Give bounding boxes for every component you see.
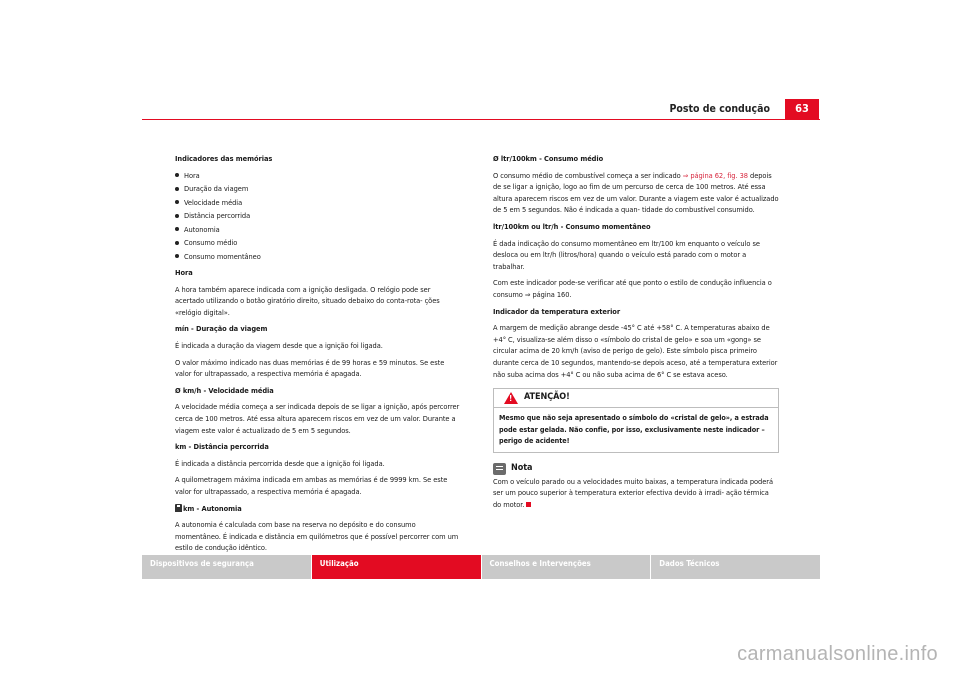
note-title: Nota [511,463,533,474]
tab-operation[interactable]: Utilização [312,555,481,579]
distance-heading: km - Distância percorrida [175,442,269,452]
avg-speed-heading: Ø km/h - Velocidade média [175,385,274,395]
list-item: Velocidade média [175,197,461,209]
list-item: Consumo médio [175,237,461,249]
autonomy-text: A autonomia é calculada com base na reserva no depósito e do consumo momentâneo. É indicada e distância em quilómetros que é possível percorrer com um estilo de condução idêntico. [175,520,459,553]
warning-box [493,388,779,453]
duration-heading: mín - Duração da viagem [175,324,268,334]
note-text [493,476,779,511]
memory-indicators-heading: Indicadores das memórias [175,154,273,163]
list-item: Autonomia [175,224,461,236]
figure-reference-link[interactable]: ⇒ página 62, fig. 38 [682,170,748,180]
note-header [493,463,779,475]
autonomy-heading-label: km - Autonomia [183,503,242,513]
duration-text-2: O valor máximo indicado nas duas memórias é de 99 horas e 59 minutos. Se este valor for ultrapassado, a respectiva memória é apagada. [175,357,445,379]
warning-title: ATENÇÃO! [524,392,570,403]
warning-header [494,389,778,408]
end-of-section-icon [526,502,531,507]
note-text-body: Com o veículo parado ou a velocidades muito baixas, a temperatura indicada poderá ser um pouco superior à temperatura exterior efectiva devido à irradi- ação térmica do motor. [493,476,773,510]
left-column [175,153,461,559]
watermark: carmanualsonline.info [737,643,938,665]
list-item: Consumo momentâneo [175,251,461,263]
avg-speed-text: A velocidade média começa a ser indicada depois de se ligar a ignição, após percorrer cerca de 100 metros. Até essa altura aparecem riscos em vez de um valor. Durante a viagem este valor é actualizado de 5 em 5 segundos. [175,402,460,435]
temperature-text: A margem de medição abrange desde -45° C até +58° C. A temperaturas abaixo de +4° C, visualiza-se além disso o «símbolo do cristal de gelo» e soa um «gong» se circular acima de 20 km/h (aviso de perigo de gelo). Este símbolo pisca primeiro durante cerca de 10 segundos, mantendo-se depois aceso, até a temperatura exterior não suba acima dos +4° C ou não suba acima de 6° C se estava aceso. [493,323,778,379]
instant-consumption-heading: ltr/100km ou ltr/h - Consumo momentâneo [493,221,651,231]
distance-text-2: A quilometragem máxima indicada em ambas as memórias é de 9999 km. Se este valor for ultrapassado, a respectiva memória é apagada. [175,475,448,496]
instant-consumption-text-2: Com este indicador pode-se verificar até que ponto o estilo de condução influencia o consumo ⇒ página 160. [493,278,772,299]
tab-tips-maintenance[interactable]: Conselhos e Intervenções [482,555,651,579]
memory-indicators-list [175,170,461,263]
avg-consumption-text [493,170,779,216]
duration-text-1: É indicada a duração da viagem desde que a ignição foi ligada. [175,341,383,351]
page-title: Posto de condução [669,103,770,115]
list-item: Distância percorrida [175,210,461,222]
right-column [493,153,779,516]
temperature-heading: Indicador da temperatura exterior [493,306,621,316]
autonomy-heading [175,503,461,515]
warning-text: Mesmo que não seja apresentado o símbolo do «cristal de gelo», a estrada pode estar gelada. Não confie, por isso, exclusivamente neste indicador – perigo de acidente! [499,413,769,446]
list-item: Duração da viagem [175,183,461,195]
footer-nav [142,555,820,579]
avg-consumption-text-b: depois de se ligar a ignição, logo ao fim de um percurso de cerca de 100 metros. Até essa altura aparecem riscos em vez de um valor. Durante a viagem este valor é actualizado de 5 em 5 segundos. Não é indicada a quan- tidade do combustível consumido. [493,170,779,215]
list-item: Hora [175,170,461,182]
header-rule [142,119,820,120]
hora-text: A hora também aparece indicada com a ignição desligada. O relógio pode ser acertado utilizando o botão giratório direito, situado debaixo do conta-rota- ções «relógio digital». [175,284,440,317]
avg-consumption-heading: Ø ltr/100km - Consumo médio [493,154,604,163]
distance-text-1: É indicada a distância percorrida desde que a ignição foi ligada. [175,458,385,468]
instant-consumption-text-1: É dada indicação do consumo momentâneo em ltr/100 km enquanto o veículo se desloca ou em ltr/h (litros/hora) quando o veículo está parado com o motor a trabalhar. [493,238,760,271]
warning-triangle-icon [504,392,518,404]
tab-technical-data[interactable]: Dados Técnicos [651,555,820,579]
avg-consumption-text-a: O consumo médio de combustível começa a ser indicado [493,170,683,180]
fuel-pump-icon [175,504,182,512]
page-number: 63 [785,99,819,119]
note-icon [493,463,506,475]
tab-safety[interactable]: Dispositivos de segurança [142,555,311,579]
hora-heading: Hora [175,268,193,278]
